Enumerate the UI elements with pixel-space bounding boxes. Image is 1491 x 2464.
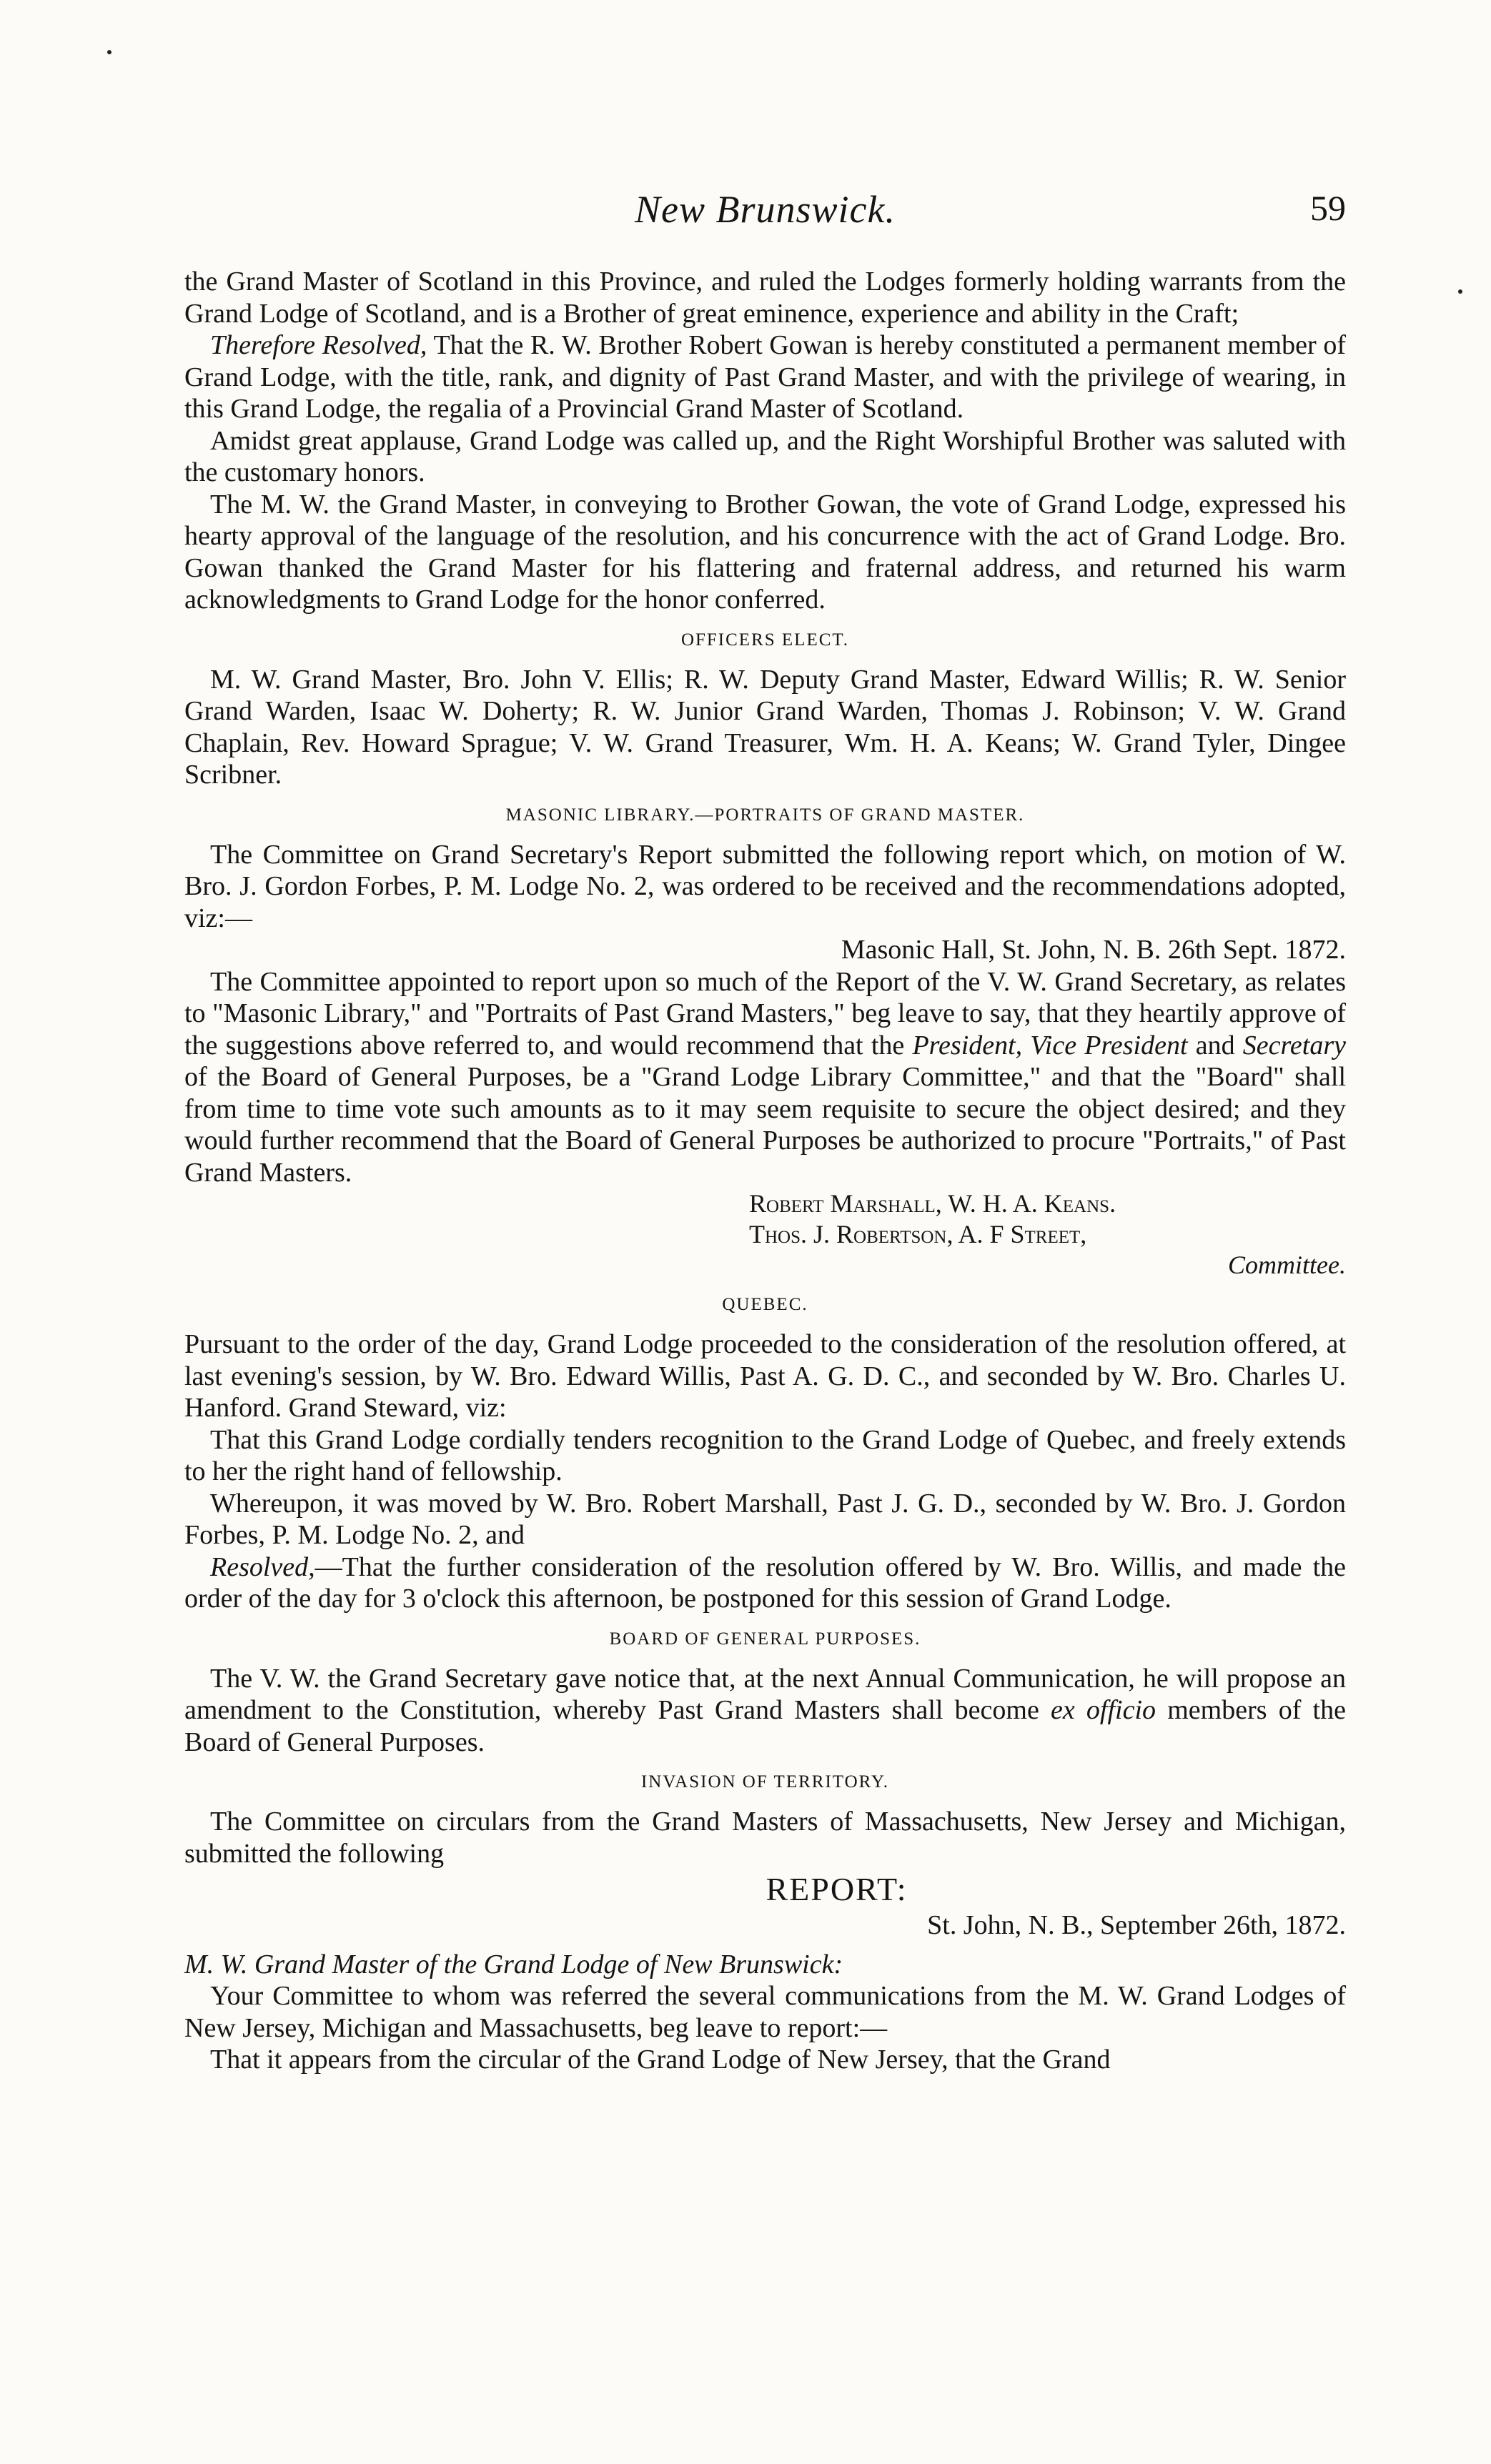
page-number: 59	[1310, 188, 1346, 228]
resolution-text: —That the further consideration of the resolution offered by W. Bro. Willis, and made the order of the day for 3 o'clock this afternoon, be postponed for this session of Grand Lodge.	[184, 1551, 1346, 1614]
running-header	[184, 187, 1346, 237]
paragraph: Your Committee to whom was referred the several communications from the M. W. Grand Lodges of New Jersey, Michigan and Massachusetts, beg leave to report:—	[184, 1981, 1346, 2043]
text-run	[1022, 1030, 1030, 1060]
paragraph: The Committee on circulars from the Grand Masters of Massachusetts, New Jersey and Michigan, submitted the following	[184, 1807, 1346, 1869]
print-speck	[107, 50, 112, 54]
paragraph: The M. W. the Grand Master, in conveying to Brother Gowan, the vote of Grand Lodge, expressed his hearty approval of the language of the resolution, and his concurrence with the act of Grand Lodge. Bro. Gowan thanked the Grand Master for his flattering and fraternal address, and returned his warm acknowledgments to Grand Lodge for the honor conferred.	[184, 489, 1346, 615]
page-body	[184, 266, 1346, 2076]
dateline: St. John, N. B., September 26th, 1872.	[927, 1910, 1346, 1940]
section-heading-quebec: QUEBEC.	[722, 1295, 808, 1314]
paragraph: Amidst great applause, Grand Lodge was called up, and the Right Worshipful Brother was saluted with the customary honors.	[184, 425, 1346, 487]
paragraph: Whereupon, it was moved by W. Bro. Robert Marshall, Past J. G. D., seconded by W. Bro. J. Gordon Forbes, P. M. Lodge No. 2, and	[184, 1488, 1346, 1550]
paragraph: Pursuant to the order of the day, Grand Lodge proceeded to the consideration of the resolution offered, at last evening's session, by W. Bro. Edward Willis, Past A. G. D. C., and seconded by W. Bro. Charles U. Hanford. Grand Steward, viz:	[184, 1329, 1346, 1423]
italic-term: Secretary	[1242, 1030, 1346, 1060]
paragraph: the Grand Master of Scotland in this Province, and ruled the Lodges formerly holding warrants from the Grand Lodge of Scotland, and is a Brother of great eminence, experience and ability in the Craft;	[184, 267, 1346, 329]
italic-term: ex officio	[1051, 1695, 1156, 1725]
text-run: and	[1187, 1030, 1243, 1060]
resolution-lead: Resolved,	[210, 1551, 315, 1582]
italic-term: Vice President	[1030, 1030, 1188, 1060]
officers-list: M. W. Grand Master, Bro. John V. Ellis; R. W. Deputy Grand Master, Edward Willis; R. W. Senior Grand Warden, Isaac W. Doherty; R. W. Junior Grand Warden, Thomas J. Robinson; V. W. Grand Chaplain, Rev. Howard Sprague; V. W. Grand Treasurer, Wm. H. A. Keans; W. Grand Tyler, Dingee Scribner.	[184, 664, 1346, 790]
signatory-line: Thos. J. Robertson, A. F Street,	[749, 1220, 1087, 1248]
section-heading-officers: OFFICERS ELECT.	[680, 630, 850, 650]
notice-paragraph	[184, 1663, 1346, 1759]
committee-report-paragraph	[184, 966, 1346, 1189]
resolution-paragraph	[184, 329, 1346, 425]
paragraph: That this Grand Lodge cordially tenders recognition to the Grand Lodge of Quebec, and freely extends to her the right hand of fellowship.	[184, 1424, 1346, 1486]
section-heading-library: MASONIC LIBRARY.—PORTRAITS OF GRAND MASTER.	[505, 805, 1025, 825]
signature-block	[749, 1188, 1346, 1281]
text-run: members of the Board of General Purposes.	[184, 1695, 1346, 1757]
committee-label: Committee.	[1228, 1251, 1346, 1279]
dateline: Masonic Hall, St. John, N. B. 26th Sept. 1872.	[841, 935, 1346, 965]
resolution-text: That the R. W. Brother Robert Gowan is hereby constituted a permanent member of Grand Lodge, with the title, rank, and dignity of Past Grand Master, and with the privilege of wearing, in this Grand Lodge, the regalia of a Provincial Grand Master of Scotland.	[184, 330, 1346, 424]
italic-term: President,	[912, 1030, 1023, 1060]
text-run: of the Board of General Purposes, be a "Grand Lodge Library Committee," and that the "Board" shall from time to time vote such amounts as to it may seem requisite to secure the object desired; and they would further recommend that the Board of General Purposes be authorized to procure "Portraits," of Past Grand Masters.	[184, 1062, 1346, 1188]
section-heading-board: BOARD OF GENERAL PURPOSES.	[609, 1629, 921, 1649]
resolution-lead: Therefore Resolved,	[210, 330, 427, 360]
text-run: The V. W. the Grand Secretary gave notice that, at the next Annual Communication, he will propose an amendment to the Constitution, whereby Past Grand Masters shall become	[184, 1663, 1346, 1725]
paragraph: The Committee on Grand Secretary's Report submitted the following report which, on motion of W. Bro. J. Gordon Forbes, P. M. Lodge No. 2, was ordered to be received and the recommendations adopted, viz:—	[184, 839, 1346, 933]
signatory-line: Robert Marshall, W. H. A. Keans.	[749, 1189, 1116, 1218]
paragraph: That it appears from the circular of the Grand Lodge of New Jersey, that the Grand	[210, 2045, 1111, 2075]
running-title: New Brunswick.	[635, 188, 896, 231]
resolution-paragraph	[184, 1551, 1346, 1615]
print-speck	[1458, 289, 1462, 294]
section-heading-invasion: INVASION OF TERRITORY.	[640, 1772, 890, 1792]
text-run: The Committee appointed to report upon so much of the Report of the V. W. Grand Secretary, as relates to "Masonic Library," and "Portraits of Past Grand Masters," beg leave to say, that they heartily approve of the suggestions above referred to, and would recommend that the	[184, 966, 1346, 1060]
report-title: REPORT:	[766, 1871, 908, 1907]
salutation: M. W. Grand Master of the Grand Lodge of New Brunswick:	[184, 1949, 843, 1979]
